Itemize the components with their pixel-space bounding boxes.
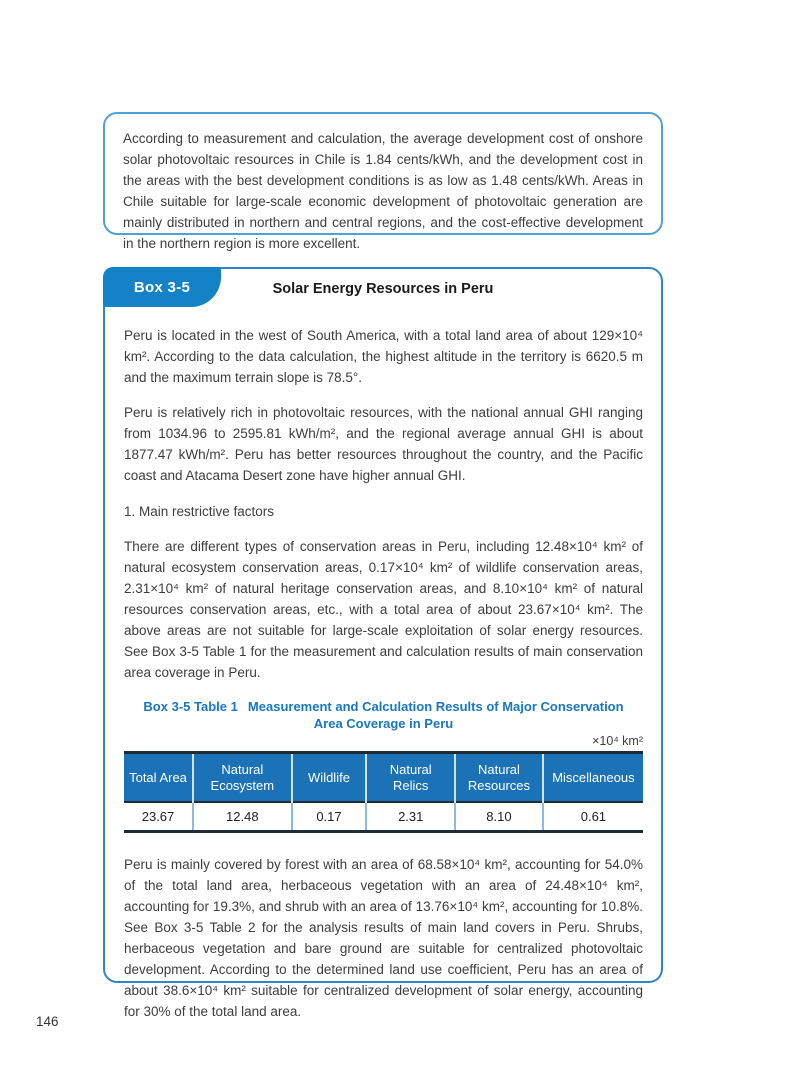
box-3-5-body [105, 325, 661, 1022]
section-heading-restrictive-factors: 1. Main restrictive factors [124, 504, 275, 519]
table-value-row [124, 802, 643, 832]
table-caption-line2: Area Coverage in Peru [313, 716, 454, 731]
paragraph-peru-location: Peru is located in the west of South America, with a total land area of about 129×10⁴ km². According to the data calculation, the highest altitude in the territory is 6620.5 m and the maximum terrain slope is 78.5°. [124, 328, 643, 385]
table-header-natural-ecosystem: Natural Ecosystem [193, 753, 292, 803]
table-header-miscellaneous: Miscellaneous [543, 753, 643, 803]
table-header-row [124, 753, 643, 803]
table-caption-line1: Box 3-5 Table 1 Measurement and Calculation Results of Major Conservation [143, 699, 624, 714]
page-number: 146 [36, 1014, 59, 1029]
table-header-natural-resources: Natural Resources [455, 753, 543, 803]
box-3-5-title: Solar Energy Resources in Peru [272, 281, 494, 297]
table-header-wildlife: Wildlife [292, 753, 367, 803]
table-value-natural-relics: 2.31 [366, 802, 455, 832]
table-value-total-area: 23.67 [124, 802, 193, 832]
paragraph-peru-ghi: Peru is relatively rich in photovoltaic resources, with the national annual GHI ranging from 1034.96 to 2595.81 kWh/m², and the regional average annual GHI is about 1877.47 kWh/m². Peru has better resources throughout the country, and the Pacific coast and Atacama Desert zone have higher annual GHI. [124, 405, 643, 483]
conservation-area-table [124, 751, 643, 833]
table-unit-label: ×10⁴ km² [592, 734, 643, 748]
table-caption [124, 698, 643, 732]
table-header-natural-relics: Natural Relics [366, 753, 455, 803]
chile-summary-text: According to measurement and calculation, the average development cost of onshore solar photovoltaic resources in Chile is 1.84 cents/kWh, and the development cost in the areas with the best development conditions is as low as 1.48 cents/kWh. Areas in Chile suitable for large-scale economic development of photovoltaic generation are mainly distributed in northern and central regions, and the cost-effective development in the northern region is more excellent. [123, 131, 643, 251]
chile-summary-box [103, 112, 663, 251]
box-3-5-tab-label: Box 3-5 [133, 278, 191, 296]
table-value-wildlife: 0.17 [292, 802, 367, 832]
paragraph-land-cover: Peru is mainly covered by forest with an area of 68.58×10⁴ km², accounting for 54.0% of the total land area, herbaceous vegetation with an area of 24.48×10⁴ km², accounting for 19.3%, and shrub with an area of 13.76×10⁴ km², accounting for 10.8%. See Box 3-5 Table 2 for the analysis results of main land covers in Peru. Shrubs, herbaceous vegetation and bare ground are suitable for centralized photovoltaic development. According to the determined land use coefficient, Peru has an area of about 38.6×10⁴ km² suitable for centralized development of solar energy, accounting for 30% of the total land area. [124, 857, 643, 1019]
table-value-miscellaneous: 0.61 [543, 802, 643, 832]
paragraph-conservation-areas: There are different types of conservation areas in Peru, including 12.48×10⁴ km² of natural ecosystem conservation areas, 0.17×10⁴ km² of wildlife conservation areas, 2.31×10⁴ km² of natural heritage conservation areas, and 8.10×10⁴ km² of natural resources conservation areas, etc., with a total area of about 23.67×10⁴ km². The above areas are not suitable for large-scale exploitation of solar energy resources. See Box 3-5 Table 1 for the measurement and calculation results of main conservation area coverage in Peru. [124, 539, 643, 680]
table-value-natural-resources: 8.10 [455, 802, 543, 832]
box-3-5 [103, 267, 663, 1019]
table-value-natural-ecosystem: 12.48 [193, 802, 292, 832]
table-header-total-area: Total Area [124, 753, 193, 803]
box-3-5-header [105, 269, 661, 311]
